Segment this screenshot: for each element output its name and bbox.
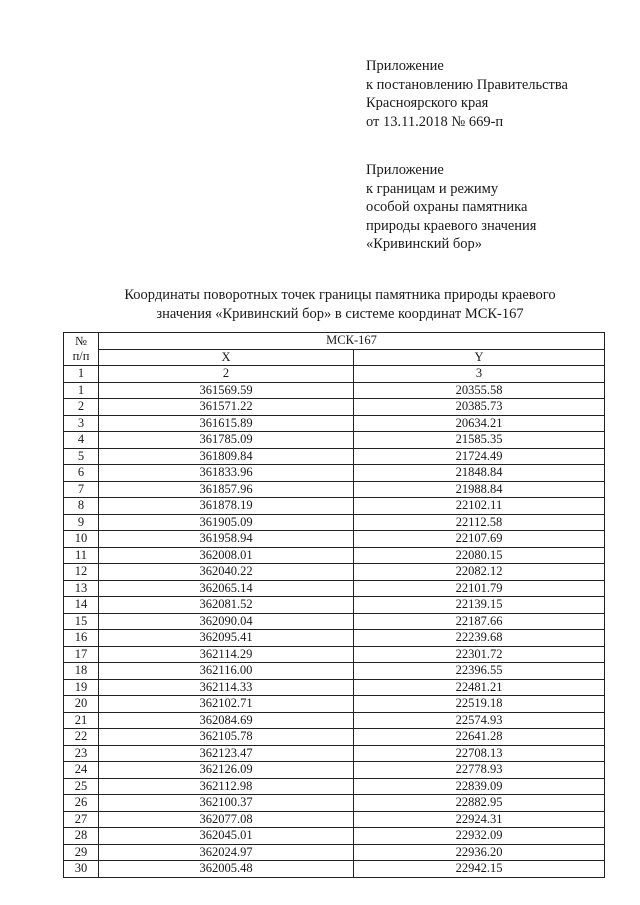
coord-x: 362114.33 <box>99 679 354 696</box>
table-row <box>64 514 605 531</box>
appendix-line: к границам и режиму <box>366 180 499 197</box>
coord-y: 22519.18 <box>354 696 605 713</box>
coord-y: 20634.21 <box>354 415 605 432</box>
table-row <box>64 745 605 762</box>
coord-y: 21988.84 <box>354 481 605 498</box>
header-x: X <box>99 349 354 366</box>
appendix-line: «Кривинский бор» <box>366 236 483 252</box>
table-row <box>64 564 605 581</box>
table-row <box>64 828 605 845</box>
point-number: 23 <box>64 745 99 762</box>
coord-y: 22778.93 <box>354 762 605 779</box>
table-row <box>64 382 605 399</box>
table-row <box>64 844 605 861</box>
table-row <box>64 432 605 449</box>
table-row <box>64 762 605 779</box>
coord-y: 22924.31 <box>354 811 605 828</box>
appendix-line: к постановлению Правительства <box>366 76 568 93</box>
point-number: 19 <box>64 679 99 696</box>
table-row <box>64 811 605 828</box>
coord-x: 362024.97 <box>99 844 354 861</box>
coord-x: 361569.59 <box>99 382 354 399</box>
coord-x: 362100.37 <box>99 795 354 812</box>
coord-x: 362126.09 <box>99 762 354 779</box>
coord-y: 20355.58 <box>354 382 605 399</box>
coord-y: 22932.09 <box>354 828 605 845</box>
coord-x: 362116.00 <box>99 663 354 680</box>
column-index-1: 1 <box>64 366 99 383</box>
table-row <box>64 729 605 746</box>
coord-y: 22942.15 <box>354 861 605 878</box>
table-row <box>64 498 605 515</box>
coord-x: 362005.48 <box>99 861 354 878</box>
coord-x: 362123.47 <box>99 745 354 762</box>
header-num-abbrev: п/п <box>72 349 90 363</box>
point-number: 16 <box>64 630 99 647</box>
point-number: 30 <box>64 861 99 878</box>
table-row <box>64 613 605 630</box>
coord-x: 361857.96 <box>99 481 354 498</box>
coord-x: 361833.96 <box>99 465 354 482</box>
table-row <box>64 795 605 812</box>
table-row <box>64 663 605 680</box>
coord-x: 362095.41 <box>99 630 354 647</box>
point-number: 22 <box>64 729 99 746</box>
coord-x: 362102.71 <box>99 696 354 713</box>
point-number: 20 <box>64 696 99 713</box>
table-row <box>64 580 605 597</box>
point-number: 15 <box>64 613 99 630</box>
coord-y: 22107.69 <box>354 531 605 548</box>
table-row <box>64 547 605 564</box>
table-row <box>64 712 605 729</box>
point-number: 8 <box>64 498 99 515</box>
coord-y: 20385.73 <box>354 399 605 416</box>
point-number: 5 <box>64 448 99 465</box>
table-row <box>64 778 605 795</box>
point-number: 21 <box>64 712 99 729</box>
point-number: 3 <box>64 415 99 432</box>
coord-y: 22301.72 <box>354 646 605 663</box>
table-row <box>64 465 605 482</box>
point-number: 2 <box>64 399 99 416</box>
header-y: Y <box>354 349 605 366</box>
appendix-line: особой охраны памятника <box>366 199 528 215</box>
coord-y: 21724.49 <box>354 448 605 465</box>
coord-x: 361615.89 <box>99 415 354 432</box>
point-number: 18 <box>64 663 99 680</box>
coord-x: 362040.22 <box>99 564 354 581</box>
coord-y: 22481.21 <box>354 679 605 696</box>
point-number: 17 <box>64 646 99 663</box>
appendix-government-resolution <box>366 57 568 131</box>
coord-y: 22082.12 <box>354 564 605 581</box>
table-row <box>64 597 605 614</box>
coord-x: 362065.14 <box>99 580 354 597</box>
coord-x: 362112.98 <box>99 778 354 795</box>
coord-y: 22708.13 <box>354 745 605 762</box>
table-row <box>64 646 605 663</box>
table-row <box>64 399 605 416</box>
table-row <box>64 861 605 878</box>
coord-y: 22139.15 <box>354 597 605 614</box>
appendix-line: от 13.11.2018 № 669-п <box>366 113 504 130</box>
point-number: 29 <box>64 844 99 861</box>
coord-x: 362114.29 <box>99 646 354 663</box>
coord-y: 21585.35 <box>354 432 605 449</box>
column-index-3: 3 <box>354 366 605 383</box>
coord-y: 22239.68 <box>354 630 605 647</box>
point-number: 27 <box>64 811 99 828</box>
coord-y: 22187.66 <box>354 613 605 630</box>
table-row <box>64 531 605 548</box>
header-num-symbol: № <box>75 334 87 348</box>
header-coordinate-system: МСК-167 <box>99 333 605 350</box>
coord-y: 22101.79 <box>354 580 605 597</box>
coord-y: 22112.58 <box>354 514 605 531</box>
coord-y: 22080.15 <box>354 547 605 564</box>
coord-y: 22936.20 <box>354 844 605 861</box>
table-row <box>64 696 605 713</box>
table-body <box>64 382 605 877</box>
point-number: 4 <box>64 432 99 449</box>
coord-x: 362090.04 <box>99 613 354 630</box>
point-number: 11 <box>64 547 99 564</box>
point-number: 28 <box>64 828 99 845</box>
point-number: 24 <box>64 762 99 779</box>
point-number: 7 <box>64 481 99 498</box>
coord-y: 22102.11 <box>354 498 605 515</box>
point-number: 25 <box>64 778 99 795</box>
appendix-line: природы краевого значения <box>366 217 537 234</box>
coord-y: 22839.09 <box>354 778 605 795</box>
header-row-number <box>64 333 99 366</box>
table-row <box>64 481 605 498</box>
coord-x: 361905.09 <box>99 514 354 531</box>
coord-x: 362077.08 <box>99 811 354 828</box>
point-number: 13 <box>64 580 99 597</box>
point-number: 6 <box>64 465 99 482</box>
document-title <box>60 286 620 323</box>
coordinates-table <box>63 332 605 878</box>
coord-x: 361785.09 <box>99 432 354 449</box>
coord-x: 362084.69 <box>99 712 354 729</box>
coord-y: 21848.84 <box>354 465 605 482</box>
appendix-protection-regime <box>366 161 536 254</box>
point-number: 10 <box>64 531 99 548</box>
coord-x: 361571.22 <box>99 399 354 416</box>
coord-x: 361958.94 <box>99 531 354 548</box>
coord-x: 361809.84 <box>99 448 354 465</box>
coord-x: 362081.52 <box>99 597 354 614</box>
coord-x: 362045.01 <box>99 828 354 845</box>
title-line: значения «Кривинский бор» в системе координат МСК-167 <box>156 305 524 322</box>
point-number: 1 <box>64 382 99 399</box>
coord-y: 22574.93 <box>354 712 605 729</box>
coord-x: 362008.01 <box>99 547 354 564</box>
title-line: Координаты поворотных точек границы памятника природы краевого <box>124 287 556 303</box>
column-index-2: 2 <box>99 366 354 383</box>
coord-y: 22641.28 <box>354 729 605 746</box>
table-row <box>64 630 605 647</box>
coord-x: 361878.19 <box>99 498 354 515</box>
point-number: 14 <box>64 597 99 614</box>
table-row <box>64 415 605 432</box>
coord-y: 22396.55 <box>354 663 605 680</box>
point-number: 26 <box>64 795 99 812</box>
point-number: 9 <box>64 514 99 531</box>
coord-y: 22882.95 <box>354 795 605 812</box>
point-number: 12 <box>64 564 99 581</box>
appendix-line: Красноярского края <box>366 95 489 111</box>
coord-x: 362105.78 <box>99 729 354 746</box>
table-row <box>64 448 605 465</box>
table-row <box>64 679 605 696</box>
appendix-line: Приложение <box>366 162 444 178</box>
appendix-line: Приложение <box>366 58 444 74</box>
